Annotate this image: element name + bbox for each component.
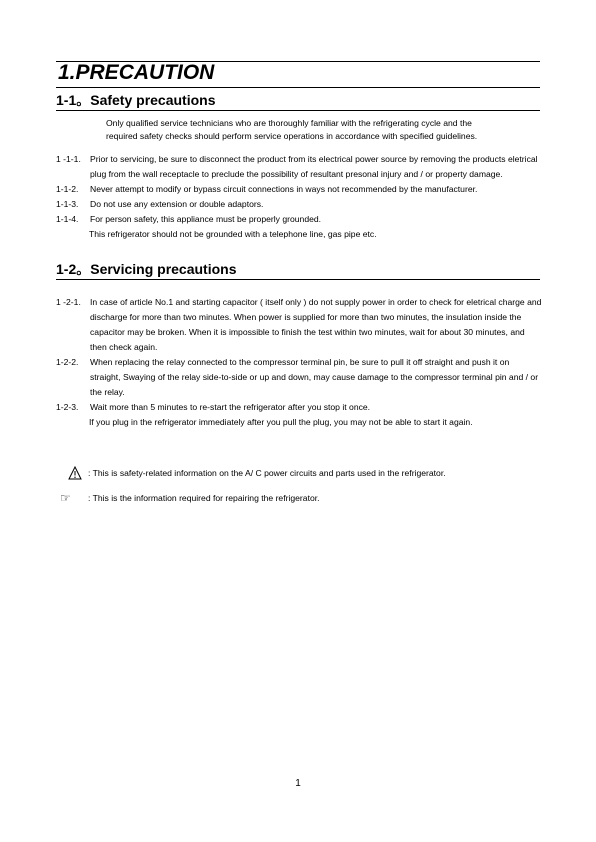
item-text: Never attempt to modify or bypass circuit connections in ways not recommended by the manufacturer. bbox=[90, 184, 478, 194]
item-text: When replacing the relay connected to the compressor terminal pin, be sure to pull it off straight and push it on straight, Swaying of the relay side-to-side or up and down, may cause damage to the compressor terminal pin and / or the relay. bbox=[90, 357, 539, 397]
item-text: In case of article No.1 and starting capacitor ( itself only ) do not supply power in order to check for eletrical charge and discharge for more than two minutes. When power is supplied for more than two minutes, the insulation inside the capacitor may be broken. When it is impossible to finish the test within two minutes, wait for about 30 minutes, and then check again. bbox=[90, 297, 542, 352]
section1-intro bbox=[106, 117, 546, 142]
section2-items bbox=[56, 295, 548, 430]
section-heading-safety: 1-1。Safety precautions bbox=[56, 92, 216, 108]
item-number: 1-1-3. bbox=[56, 199, 79, 209]
item-text: Prior to servicing, be sure to disconnect the product from its electrical power source by removing the products eletrical plug from the wall receptacle to preclude the possibility of resultant presonal injury and / or property damage. bbox=[90, 154, 538, 179]
page-title: 1.PRECAUTION bbox=[58, 61, 215, 84]
item-number: 1 -1-1. bbox=[56, 154, 81, 164]
item-number: 1-2-2. bbox=[56, 357, 79, 367]
section1-rule bbox=[56, 110, 540, 111]
section-heading-servicing: 1-2。Servicing precautions bbox=[56, 261, 237, 277]
list-item bbox=[56, 295, 548, 355]
item-continuation: If you plug in the refrigerator immediately after you pull the plug, you may not be able to start it again. bbox=[89, 417, 473, 427]
item-continuation: This refrigerator should not be grounded with a telephone line, gas pipe etc. bbox=[89, 229, 377, 239]
title-bottom-rule bbox=[56, 87, 540, 88]
note-text: : This is safety-related information on the A/ C power circuits and parts used in the refrigerator. bbox=[88, 468, 446, 478]
item-text: For person safety, this appliance must be properly grounded. bbox=[90, 214, 322, 224]
item-number: 1-2-3. bbox=[56, 402, 79, 412]
page-number: 1 bbox=[295, 778, 301, 789]
list-item bbox=[56, 400, 548, 415]
warning-triangle-icon bbox=[68, 466, 82, 480]
pointing-hand-icon: ☞ bbox=[60, 491, 71, 505]
intro-line: Only qualified service technicians who are thoroughly familiar with the refrigerating cycle and the bbox=[106, 118, 472, 128]
note-text: : This is the information required for repairing the refrigerator. bbox=[88, 493, 320, 503]
item-number: 1-1-2. bbox=[56, 184, 79, 194]
list-item bbox=[56, 152, 546, 182]
item-number: 1 -2-1. bbox=[56, 297, 81, 307]
section1-items bbox=[56, 152, 546, 242]
section2-rule bbox=[56, 279, 540, 280]
list-item bbox=[56, 355, 548, 400]
intro-line: required safety checks should perform service operations in accordance with specified guidelines. bbox=[106, 130, 478, 141]
list-item bbox=[56, 182, 546, 197]
item-text: Do not use any extension or double adaptors. bbox=[90, 199, 264, 209]
list-item bbox=[56, 197, 546, 212]
item-text: Wait more than 5 minutes to re-start the refrigerator after you stop it once. bbox=[90, 402, 371, 412]
list-item bbox=[56, 212, 546, 227]
item-number: 1-1-4. bbox=[56, 214, 79, 224]
